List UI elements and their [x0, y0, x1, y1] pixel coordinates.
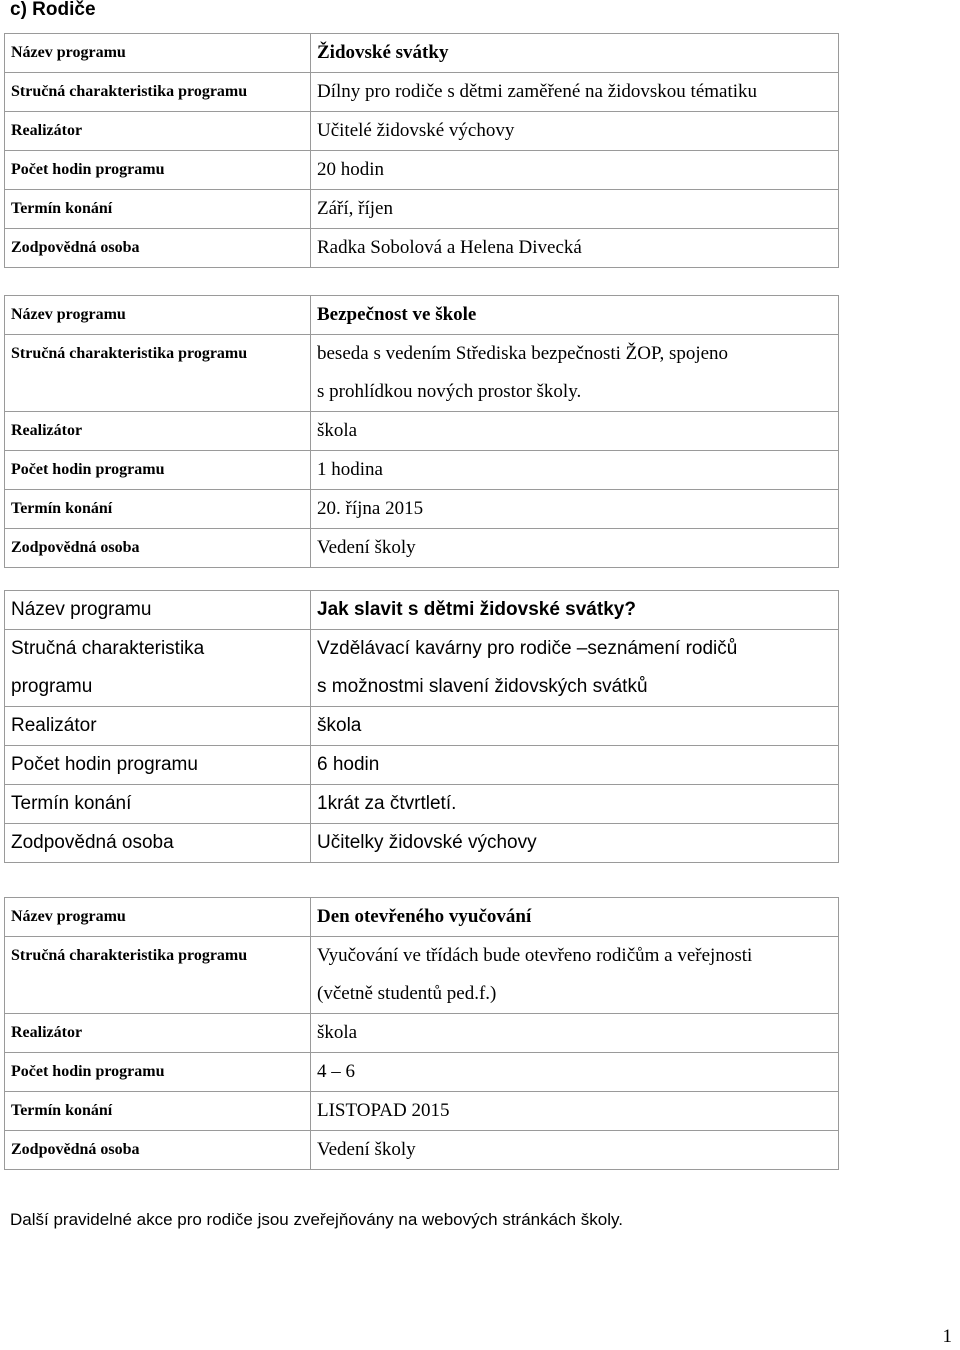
- field-label-line: Stručná charakteristika: [11, 638, 205, 659]
- field-value: [311, 229, 839, 268]
- table-row: [5, 898, 839, 937]
- field-label: [5, 746, 311, 785]
- field-label-line: Realizátor: [11, 422, 83, 439]
- table-row: [5, 1092, 839, 1131]
- program-table: [4, 33, 839, 268]
- table-row: [5, 746, 839, 785]
- field-value-line: Učitelé židovské výchovy: [317, 120, 515, 141]
- field-value-line: Jak slavit s dětmi židovské svátky?: [317, 599, 636, 620]
- table-row: [5, 296, 839, 335]
- field-label-line: Termín konání: [11, 200, 113, 217]
- field-label-line: Termín konání: [11, 793, 132, 814]
- table-row: [5, 1014, 839, 1053]
- table-row: [5, 451, 839, 490]
- field-label: [5, 785, 311, 824]
- field-label-line: Stručná charakteristika programu: [11, 947, 248, 964]
- field-label: [5, 824, 311, 863]
- field-value-line: Dílny pro rodiče s dětmi zaměřené na židovskou tématiku: [317, 81, 758, 102]
- field-label: [5, 112, 311, 151]
- table-row: [5, 937, 839, 1014]
- field-label-line: Počet hodin programu: [11, 1063, 165, 1080]
- field-value: [311, 151, 839, 190]
- field-label: [5, 34, 311, 73]
- table-row: [5, 1053, 839, 1092]
- field-label-line: Název programu: [11, 44, 126, 61]
- section-heading: c) Rodiče: [10, 0, 96, 20]
- field-label: [5, 937, 311, 1014]
- field-label: [5, 1092, 311, 1131]
- field-value-line: škola: [317, 715, 362, 736]
- field-label-line: Zodpovědná osoba: [11, 539, 140, 556]
- program-title: [311, 591, 839, 630]
- field-value-line: beseda s vedením Střediska bezpečnosti ŽOP, spojeno: [317, 343, 729, 364]
- field-value-line: škola: [317, 1022, 358, 1043]
- field-value: [311, 1092, 839, 1131]
- field-value: [311, 451, 839, 490]
- field-label-line: Název programu: [11, 599, 152, 620]
- table-row: [5, 529, 839, 568]
- field-value: [311, 529, 839, 568]
- field-label-line: Termín konání: [11, 1102, 113, 1119]
- program-title: [311, 34, 839, 73]
- page-number: 1: [942, 1326, 952, 1347]
- field-value-line: Bezpečnost ve škole: [317, 304, 477, 325]
- table-row: [5, 591, 839, 630]
- field-value: [311, 412, 839, 451]
- field-value-line: Radka Sobolová a Helena Divecká: [317, 237, 582, 258]
- field-label: [5, 451, 311, 490]
- field-value: [311, 1053, 839, 1092]
- field-label: [5, 73, 311, 112]
- field-value: [311, 73, 839, 112]
- field-value-line: Vzdělávací kavárny pro rodiče –seznámení rodičů: [317, 638, 738, 659]
- table-row: [5, 785, 839, 824]
- table-row: [5, 34, 839, 73]
- table-row: [5, 151, 839, 190]
- field-label: [5, 1131, 311, 1170]
- field-value: [311, 190, 839, 229]
- field-value: [311, 1014, 839, 1053]
- table-row: [5, 412, 839, 451]
- field-value-line: Září, říjen: [317, 198, 393, 219]
- field-value-line: Vedení školy: [317, 1139, 416, 1160]
- field-label-line: Zodpovědná osoba: [11, 1141, 140, 1158]
- field-value-line: s prohlídkou nových prostor školy.: [317, 381, 582, 402]
- table-row: [5, 490, 839, 529]
- field-value: [311, 937, 839, 1014]
- field-label: [5, 591, 311, 630]
- field-label-line: Realizátor: [11, 122, 83, 139]
- field-label: [5, 1053, 311, 1092]
- field-label-line: Počet hodin programu: [11, 461, 165, 478]
- field-value-line: Vyučování ve třídách bude otevřeno rodičům a veřejnosti: [317, 945, 753, 966]
- field-value-line: Vedení školy: [317, 537, 416, 558]
- field-label-line: Počet hodin programu: [11, 754, 198, 775]
- field-label: [5, 296, 311, 335]
- field-label-line: Název programu: [11, 908, 126, 925]
- field-label: [5, 630, 311, 707]
- field-value: [311, 707, 839, 746]
- footer-note: Další pravidelné akce pro rodiče jsou zveřejňovány na webových stránkách školy.: [10, 1210, 623, 1229]
- field-label-line: Zodpovědná osoba: [11, 239, 140, 256]
- field-label: [5, 707, 311, 746]
- field-value-line: 4 – 6: [317, 1061, 355, 1082]
- field-label-line: Název programu: [11, 306, 126, 323]
- field-value-line: LISTOPAD 2015: [317, 1100, 450, 1121]
- table-row: [5, 190, 839, 229]
- field-label-line: Zodpovědná osoba: [11, 832, 174, 853]
- field-label: [5, 529, 311, 568]
- field-value: [311, 335, 839, 412]
- table-row: [5, 1131, 839, 1170]
- field-value-line: Židovské svátky: [317, 42, 449, 63]
- program-table: [4, 295, 839, 568]
- program-title: [311, 296, 839, 335]
- field-label: [5, 229, 311, 268]
- field-value-line: 20. října 2015: [317, 498, 424, 519]
- field-label-line: Realizátor: [11, 715, 97, 736]
- field-value: [311, 490, 839, 529]
- field-label: [5, 190, 311, 229]
- table-row: [5, 630, 839, 707]
- field-value: [311, 112, 839, 151]
- program-table: [4, 897, 839, 1170]
- field-value-line: 6 hodin: [317, 754, 380, 775]
- field-label: [5, 490, 311, 529]
- field-value-line: škola: [317, 420, 358, 441]
- field-value-line: (včetně studentů ped.f.): [317, 983, 497, 1004]
- program-table: [4, 590, 839, 863]
- field-value: [311, 824, 839, 863]
- field-label: [5, 1014, 311, 1053]
- field-label-line: Stručná charakteristika programu: [11, 345, 248, 362]
- field-label-line: Realizátor: [11, 1024, 83, 1041]
- table-row: [5, 824, 839, 863]
- program-title: [311, 898, 839, 937]
- field-value-line: 1 hodina: [317, 459, 383, 480]
- field-value-line: Den otevřeného vyučování: [317, 906, 532, 927]
- field-label-line: Termín konání: [11, 500, 113, 517]
- table-row: [5, 707, 839, 746]
- field-label: [5, 335, 311, 412]
- field-label: [5, 898, 311, 937]
- table-row: [5, 73, 839, 112]
- field-value: [311, 785, 839, 824]
- field-label-line: Počet hodin programu: [11, 161, 165, 178]
- field-label-line: Stručná charakteristika programu: [11, 83, 248, 100]
- field-value-line: 1krát za čtvrtletí.: [317, 793, 457, 814]
- table-row: [5, 229, 839, 268]
- table-row: [5, 112, 839, 151]
- field-value-line: Učitelky židovské výchovy: [317, 832, 537, 853]
- table-row: [5, 335, 839, 412]
- field-value: [311, 1131, 839, 1170]
- field-label-line: programu: [11, 676, 93, 697]
- field-value-line: s možnostmi slavení židovských svátků: [317, 676, 648, 697]
- field-value-line: 20 hodin: [317, 159, 385, 180]
- field-label: [5, 151, 311, 190]
- field-value: [311, 746, 839, 785]
- field-label: [5, 412, 311, 451]
- field-value: [311, 630, 839, 707]
